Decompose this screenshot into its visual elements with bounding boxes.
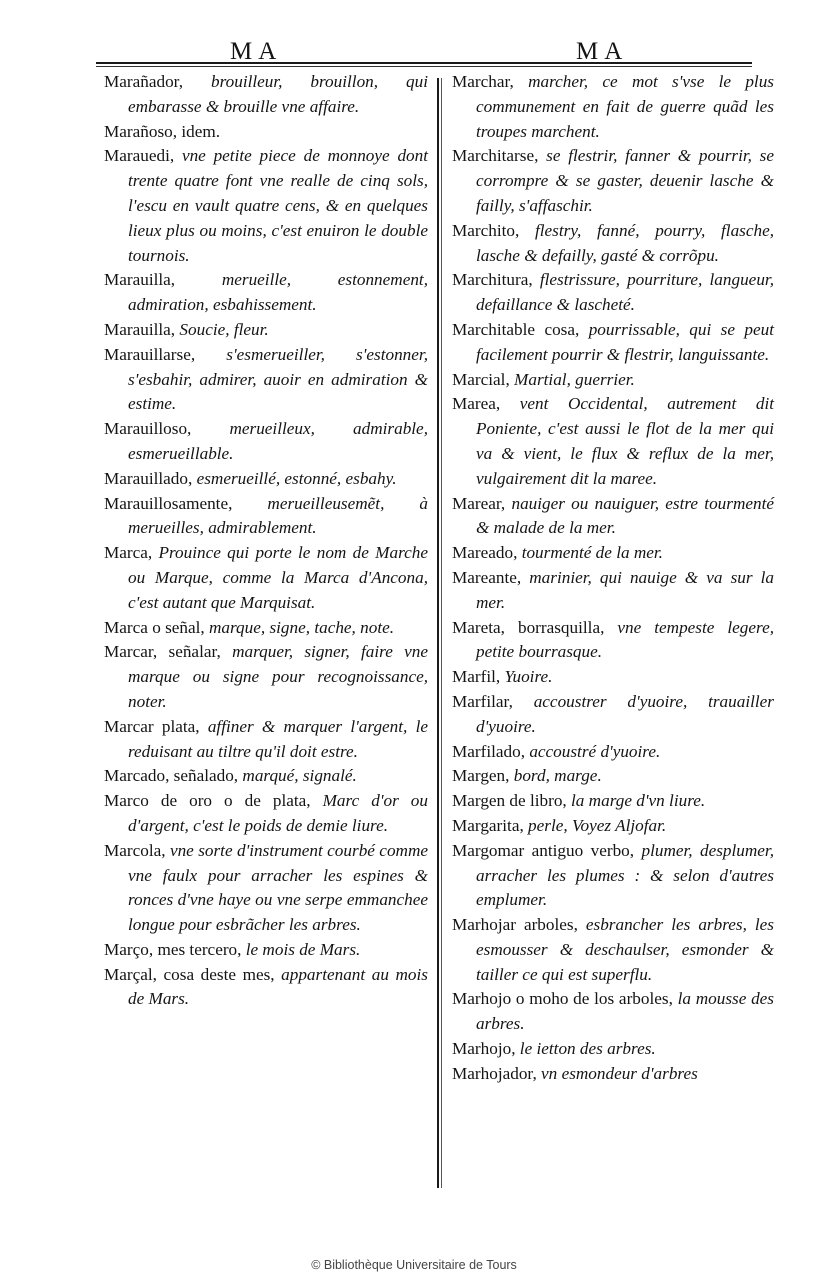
entry-headword: Marauedi,	[104, 146, 175, 166]
entry-headword: Marco de oro o de plata,	[104, 791, 311, 811]
dictionary-entry	[452, 913, 774, 987]
entry-definition: affiner & marquer l'argent, le reduisant au tiltre qu'il doit estre.	[128, 716, 428, 761]
dictionary-entry	[452, 70, 774, 144]
entry-definition: Martial, guerrier.	[509, 369, 635, 389]
entry-headword: Marchitarse,	[452, 146, 539, 166]
dictionary-entry	[452, 690, 774, 740]
entry-definition: pourrissable, qui se peut facilement pourrir & flestrir, languissante.	[476, 319, 774, 364]
entry-headword: Marear,	[452, 493, 506, 513]
entry-definition: accoustré d'yuoire.	[525, 741, 661, 761]
entry-headword: Marauillado,	[104, 468, 193, 488]
entry-definition: vent Occidental, autrement dit Poniente, c'est aussi le flot de la mer qui va & vient, le flux & reflux de la mer, vulgairement dit la maree.	[476, 394, 774, 488]
entry-headword: Marcar, señalar,	[104, 642, 221, 662]
left-column	[104, 70, 428, 1012]
dictionary-entry	[104, 541, 428, 615]
dictionary-entry	[104, 467, 428, 492]
entry-headword: Marfilado,	[452, 741, 526, 761]
entry-definition: brouilleur, brouillon, qui embarasse & brouille vne affaire.	[128, 72, 428, 116]
entry-headword: Marauilla,	[104, 319, 176, 339]
entry-definition: marinier, qui nauige & va sur la mer.	[476, 567, 774, 612]
entry-definition: Yuoire.	[500, 667, 553, 687]
entry-headword: Marchito,	[452, 220, 520, 240]
entry-headword: Marauillarse,	[104, 344, 196, 364]
entry-headword: Marcar plata,	[104, 716, 200, 736]
entry-headword: Marauillosamente,	[104, 493, 233, 513]
entry-headword: Mareado,	[452, 543, 518, 563]
dictionary-entry	[452, 1037, 774, 1062]
dictionary-entry	[452, 740, 774, 765]
column-divider	[437, 78, 439, 1188]
entry-headword: Mareante,	[452, 567, 522, 587]
running-head-right: MA	[576, 38, 629, 65]
entry-headword: Marca o señal,	[104, 617, 205, 637]
entry-definition: vne sorte d'instrument courbé comme vne faulx pour arracher les espines & ronces d'vne haye ou vne serpe emmanchee longue pour esbrãcher les arbres.	[128, 840, 428, 935]
entry-definition: esmerueillé, estonné, esbahy.	[192, 468, 397, 488]
dictionary-entry	[104, 144, 428, 268]
dictionary-entry	[452, 764, 774, 789]
entry-headword: Marañoso, idem.	[104, 121, 220, 141]
entry-headword: Marauilla,	[104, 270, 176, 290]
entry-definition: marque, signe, tache, note.	[204, 617, 395, 637]
dictionary-entry	[452, 566, 774, 616]
dictionary-entry	[452, 268, 774, 318]
entry-headword: Margen de libro,	[452, 791, 567, 811]
entry-headword: Março, mes tercero,	[104, 939, 242, 959]
entry-definition: nauiger ou nauiguer, estre tourmenté & malade de la mer.	[476, 493, 774, 538]
entry-headword: Margen,	[452, 766, 510, 786]
dictionary-entry	[104, 764, 428, 789]
dictionary-entry	[104, 839, 428, 938]
entry-definition: merueilleux, admirable, esmerueillable.	[128, 419, 428, 463]
entry-definition: le mois de Mars.	[241, 939, 361, 959]
entry-headword: Mareta, borrasquilla,	[452, 617, 605, 637]
dictionary-entry	[452, 368, 774, 393]
entry-headword: Marhojo,	[452, 1039, 516, 1059]
copyright-footer: © Bibliothèque Universitaire de Tours	[311, 1258, 517, 1272]
entry-headword: Margarita,	[452, 815, 524, 835]
entry-definition: plumer, desplumer, arracher les plumes : & selon d'autres emplumer.	[476, 840, 775, 910]
dictionary-entry	[104, 938, 428, 963]
entry-definition: se flestrir, fanner & pourrir, se corrompre & se gaster, deuenir lasche & failly, s'affaschir.	[476, 146, 774, 215]
entry-definition: la marge d'vn liure.	[566, 791, 706, 811]
dictionary-entry	[452, 219, 774, 269]
dictionary-entry	[104, 715, 428, 765]
entry-definition: accoustrer d'yuoire, trauailler d'yuoire.	[476, 691, 774, 736]
header-rule-inner	[96, 66, 752, 67]
dictionary-entry	[452, 616, 774, 666]
dictionary-entry	[104, 268, 428, 318]
dictionary-entry	[452, 492, 774, 542]
entry-definition: marqué, signalé.	[238, 766, 357, 786]
dictionary-entry	[104, 318, 428, 343]
dictionary-entry	[452, 839, 774, 913]
dictionary-entry	[452, 392, 774, 491]
entry-headword: Marchitable cosa,	[452, 319, 580, 339]
entry-definition: esbrancher les arbres, les esmousser & deschaulser, esmonder & tailler ce qui est superflu.	[476, 915, 774, 984]
entry-definition: tourmenté de la mer.	[517, 543, 663, 563]
entry-headword: Marçal, cosa deste mes,	[104, 964, 275, 984]
dictionary-entry	[452, 1062, 774, 1087]
entry-headword: Marea,	[452, 394, 501, 414]
header-rule	[96, 62, 752, 64]
entry-definition: merueilleusemẽt, à merueilles, admirablement.	[128, 493, 428, 538]
dictionary-entry	[104, 640, 428, 714]
entry-definition: vn esmondeur d'arbres	[536, 1063, 698, 1083]
dictionary-entry	[104, 616, 428, 641]
entry-headword: Marfilar,	[452, 691, 513, 711]
dictionary-entry	[104, 492, 428, 542]
entry-headword: Marchitura,	[452, 270, 533, 290]
entry-definition: le ietton des arbres.	[515, 1039, 656, 1059]
dictionary-entry	[452, 144, 774, 218]
dictionary-entry	[452, 318, 774, 368]
dictionary-entry	[452, 814, 774, 839]
entry-definition: Soucie, fleur.	[175, 319, 269, 339]
dictionary-entry	[104, 789, 428, 839]
entry-definition: flestry, fanné, pourry, flasche, lasche & defailly, gasté & corrõpu.	[476, 220, 774, 265]
entry-definition: bord, marge.	[509, 766, 602, 786]
entry-headword: Marauilloso,	[104, 419, 192, 439]
entry-definition: merueille, estonnement, admiration, esbahissement.	[128, 270, 428, 315]
dictionary-entry	[104, 963, 428, 1013]
entry-definition: vne tempeste legere, petite bourrasque.	[476, 617, 774, 662]
dictionary-entry	[452, 987, 774, 1037]
dictionary-entry	[104, 120, 428, 145]
entry-definition: marcher, ce mot s'vse le plus communement en fait de guerre quãd les troupes marchent.	[476, 72, 774, 141]
entry-headword: Marhojar arboles,	[452, 915, 578, 935]
entry-definition: Marc d'or ou d'argent, c'est le poids de demie liure.	[128, 791, 428, 835]
dictionary-entry	[452, 789, 774, 814]
dictionary-entry	[104, 417, 428, 467]
entry-definition: perle, Voyez Aljofar.	[523, 815, 667, 835]
entry-headword: Margomar antiguo verbo,	[452, 840, 635, 860]
right-column	[452, 70, 774, 1087]
dictionary-entry	[452, 665, 774, 690]
entry-definition: vne petite piece de monnoye dont trente quatre font vne realle de cinq sols, l'escu en vault quatre cens, & en quelques lieux plus ou moins, c'est enuiron le double tournois.	[128, 146, 428, 265]
dictionary-entry	[104, 70, 428, 120]
entry-definition: s'esmerueiller, s'estonner, s'esbahir, admirer, auoir en admiration & estime.	[128, 344, 428, 414]
entry-headword: Marañador,	[104, 72, 184, 91]
dictionary-entry	[452, 541, 774, 566]
entry-headword: Marcola,	[104, 840, 166, 860]
entry-headword: Marhojo o moho de los arboles,	[452, 989, 673, 1009]
entry-definition: Prouince qui porte le nom de Marche ou Marque, comme la Marca d'Ancona, c'est autant que Marquisat.	[128, 543, 428, 612]
entry-headword: Marcado, señalado,	[104, 766, 239, 786]
column-divider-inner	[441, 78, 442, 1188]
running-head-left: MA	[230, 38, 283, 65]
entry-headword: Marhojador,	[452, 1063, 537, 1083]
entry-definition: appartenant au mois de Mars.	[128, 964, 428, 1009]
entry-definition: marquer, signer, faire vne marque ou signe pour recognoissance, noter.	[128, 642, 428, 711]
entry-headword: Marfil,	[452, 667, 501, 687]
entry-headword: Marca,	[104, 543, 153, 563]
entry-definition: flestrissure, pourriture, langueur, defaillance & lascheté.	[476, 270, 774, 315]
entry-headword: Marchar,	[452, 72, 514, 91]
entry-headword: Marcial,	[452, 369, 510, 389]
entry-definition: la mousse des arbres.	[476, 989, 774, 1034]
dictionary-entry	[104, 343, 428, 417]
